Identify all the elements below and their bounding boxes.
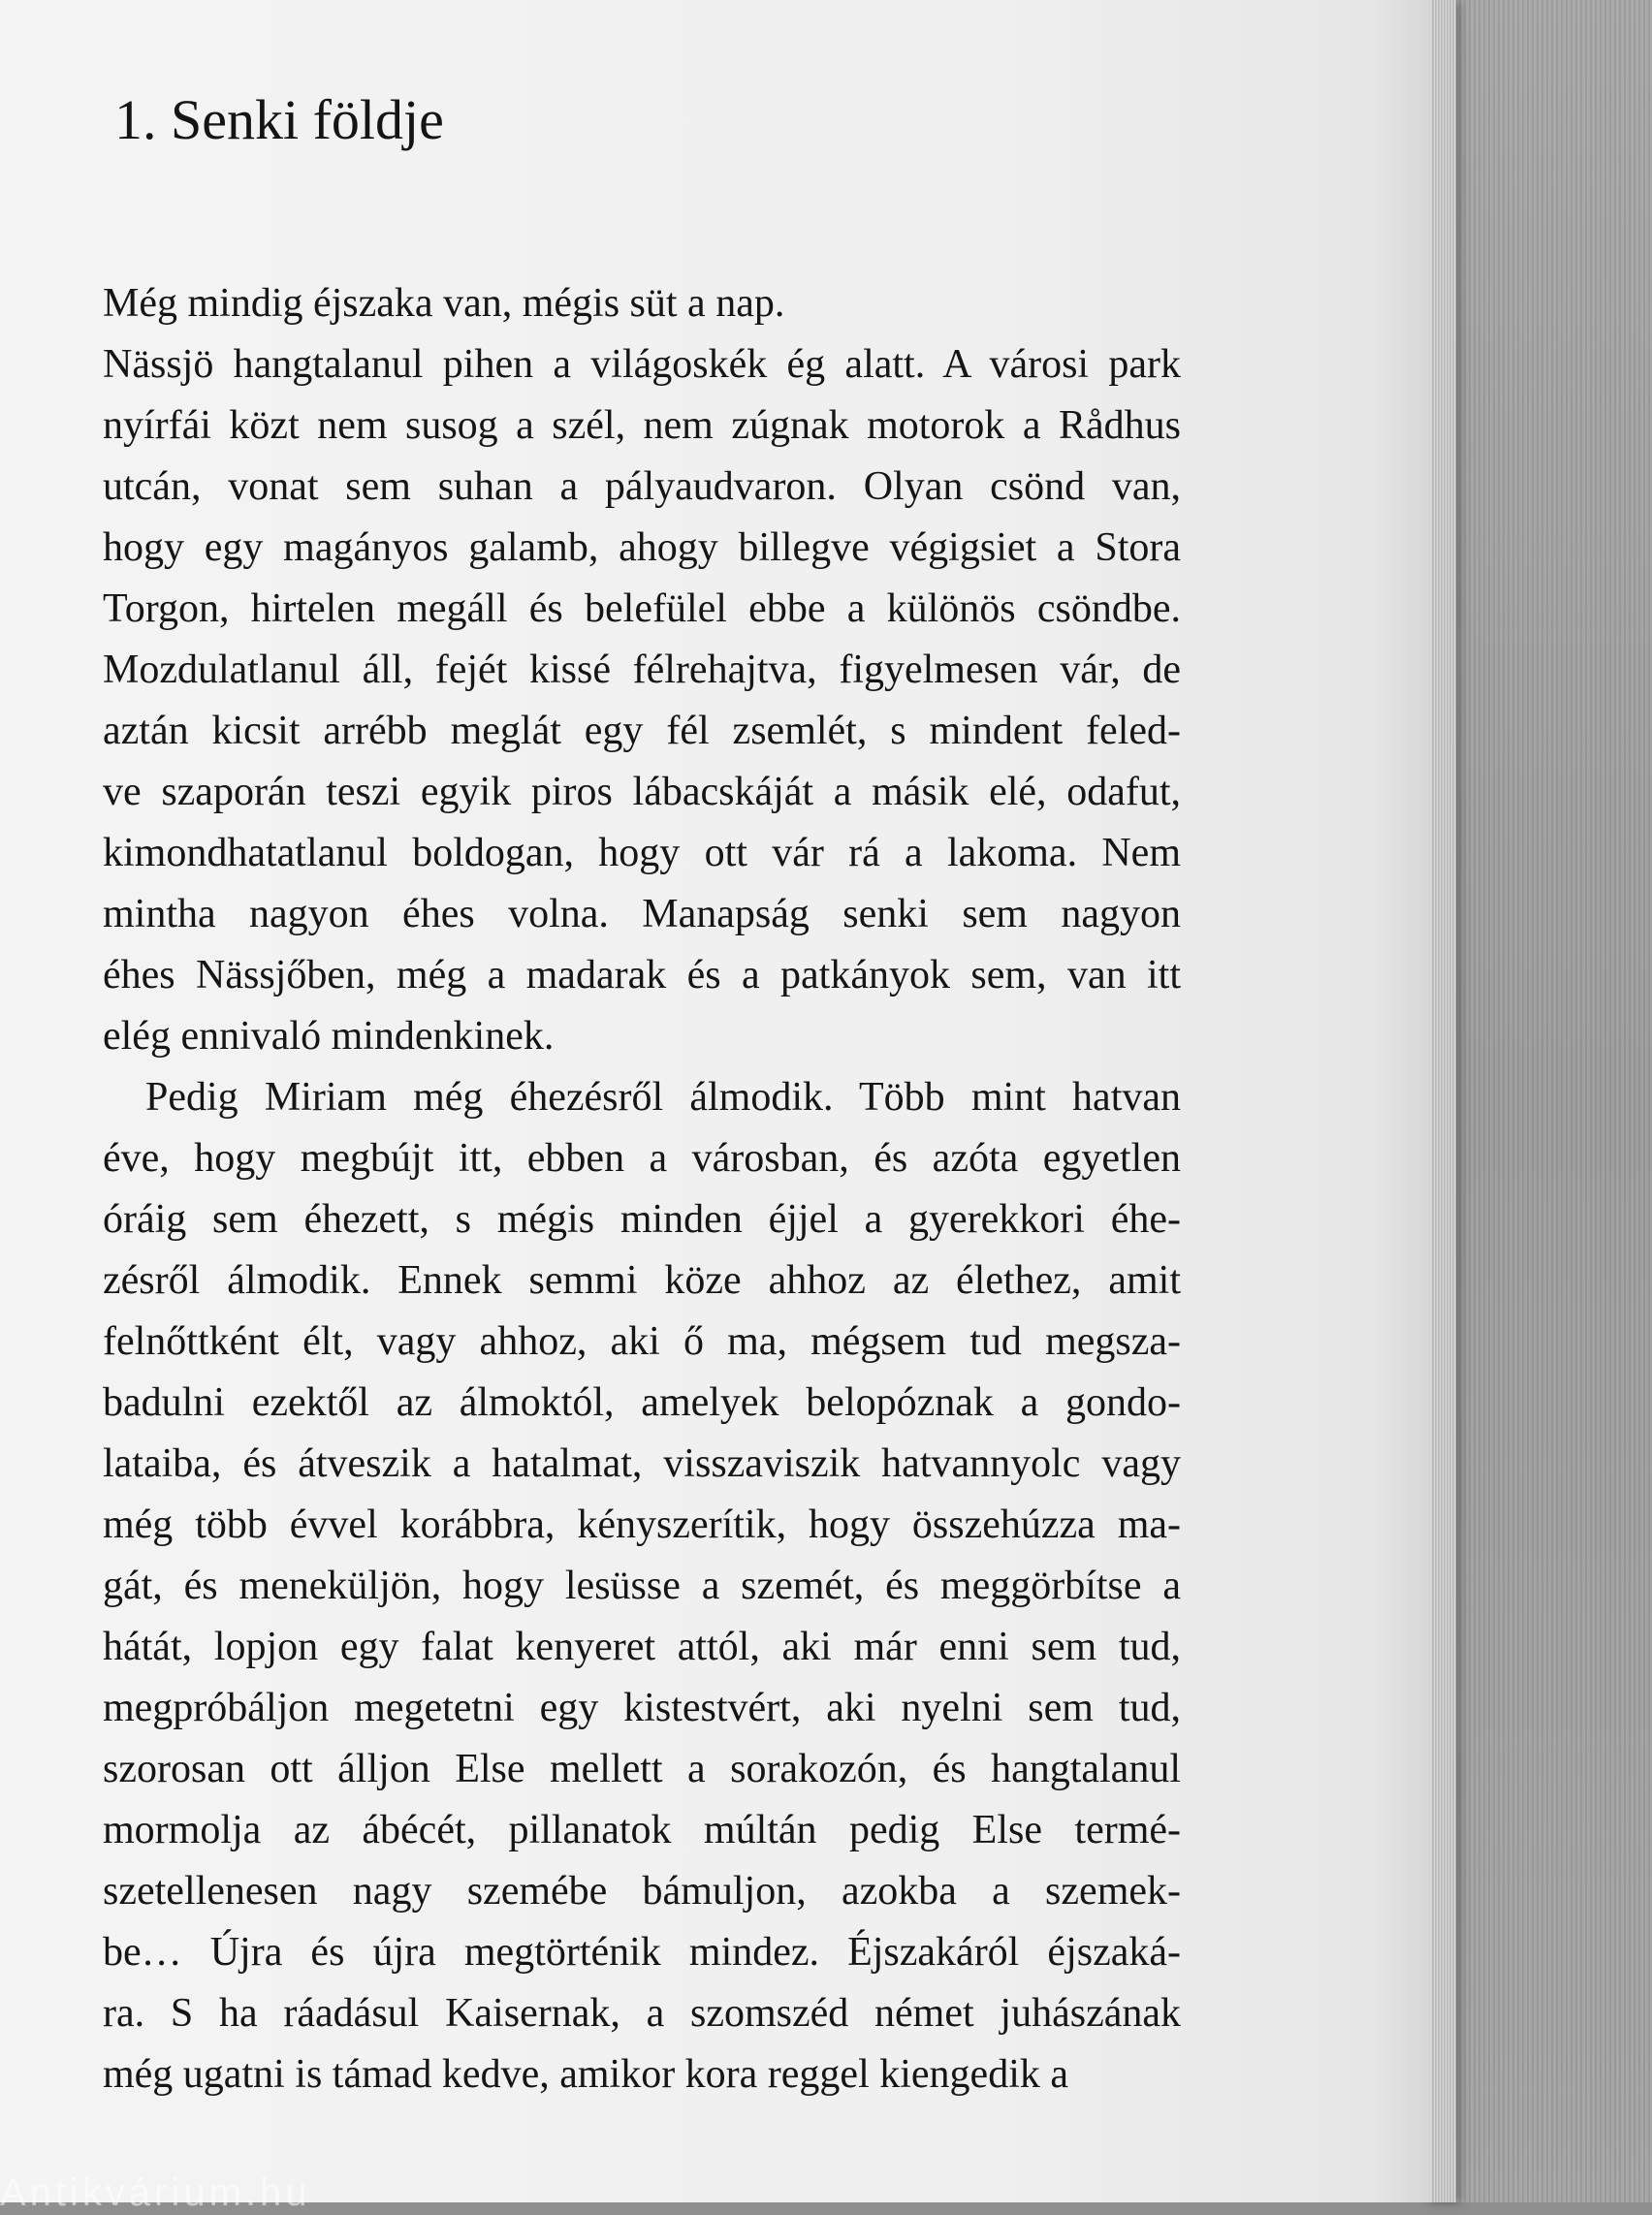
text-line: Torgon, hirtelen megáll és belefülel ebbe a különös csöndbe. — [103, 586, 1181, 631]
chapter-title: 1. Senki földje — [114, 88, 444, 151]
text-line: ve szaporán teszi egyik piros lábacskáját a másik elé, odafut, — [103, 770, 1181, 814]
paragraph — [103, 273, 1181, 334]
text-line: hogy egy magányos galamb, ahogy billegve végigsiet a Stora — [103, 525, 1181, 570]
text-line: be… Újra és újra megtörténik mindez. Éjszakáról éjszaká- — [103, 1930, 1181, 1975]
paragraph — [103, 1067, 1181, 2105]
text-line: Pedig Miriam még éhezésről álmodik. Több mint hatvan — [145, 1075, 1181, 1120]
text-line: gát, és meneküljön, hogy lesüsse a szemét, és meggörbítse a — [103, 1564, 1181, 1608]
text-line: lataiba, és átveszik a hatalmat, visszaviszik hatvannyolc vagy — [103, 1441, 1181, 1486]
text-line: még több évvel korábbra, kényszerítik, hogy összehúzza ma- — [103, 1503, 1181, 1547]
text-line: kimondhatatlanul boldogan, hogy ott vár rá a lakoma. Nem — [103, 831, 1181, 875]
paragraph — [103, 334, 1181, 1067]
text-line: éhes Nässjőben, még a madarak és a patkányok sem, van itt — [103, 953, 1181, 997]
text-line: hátát, lopjon egy falat kenyeret attól, aki már enni sem tud, — [103, 1625, 1181, 1669]
text-line: felnőttként élt, vagy ahhoz, aki ő ma, mégsem tud megsza- — [103, 1319, 1181, 1364]
text-line: zésről álmodik. Ennek semmi köze ahhoz az élethez, amit — [103, 1258, 1181, 1303]
watermark-text: Antikvárium.hu — [0, 2171, 311, 2214]
text-line: megpróbáljon megetetni egy kistestvért, aki nyelni sem tud, — [103, 1686, 1181, 1730]
text-line: szetellenesen nagy szemébe bámuljon, azokba a szemek- — [103, 1869, 1181, 1914]
text-line: utcán, vonat sem suhan a pályaudvaron. Olyan csönd van, — [103, 464, 1181, 509]
text-line: éve, hogy megbújt itt, ebben a városban, és azóta egyetlen — [103, 1136, 1181, 1181]
text-line: óráig sem éhezett, s mégis minden éjjel a gyerekkori éhe- — [103, 1197, 1181, 1242]
text-line: nyírfái közt nem susog a szél, nem zúgnak motorok a Rådhus — [103, 403, 1181, 448]
text-line: badulni ezektől az álmoktól, amelyek belopóznak a gondo- — [103, 1380, 1181, 1425]
fabric-backdrop — [1449, 0, 1652, 2202]
text-line: Nässjö hangtalanul pihen a világoskék ég alatt. A városi park — [103, 342, 1181, 387]
text-line: ra. S ha ráadásul Kaisernak, a szomszéd német juhászának — [103, 1991, 1181, 2036]
text-line: aztán kicsit arrébb meglát egy fél zsemlét, s mindent feled- — [103, 709, 1181, 753]
text-line: elég ennivaló mindenkinek. — [103, 1014, 555, 1059]
text-line: mintha nagyon éhes volna. Manapság senki sem nagyon — [103, 892, 1181, 936]
text-line: szorosan ott álljon Else mellett a sorakozón, és hangtalanul — [103, 1747, 1181, 1791]
text-line: Még mindig éjszaka van, mégis süt a nap. — [103, 281, 785, 326]
text-line: Mozdulatlanul áll, fejét kissé félrehajtva, figyelmesen vár, de — [103, 648, 1181, 692]
body-text — [103, 273, 1181, 2105]
text-line: még ugatni is támad kedve, amikor kora reggel kiengedik a — [103, 2052, 1069, 2097]
text-line: mormolja az ábécét, pillanatok múltán pedig Else termé- — [103, 1808, 1181, 1852]
